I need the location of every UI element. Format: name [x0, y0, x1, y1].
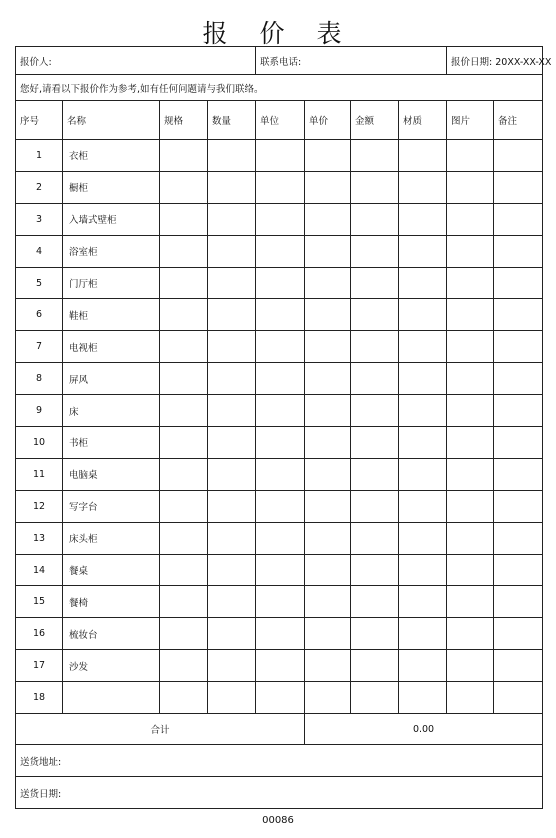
table-cell[interactable]	[351, 140, 399, 172]
table-cell[interactable]	[208, 554, 256, 586]
table-cell[interactable]	[305, 140, 351, 172]
item-name: 床头柜	[63, 522, 160, 554]
table-cell[interactable]	[494, 140, 543, 172]
table-cell[interactable]	[447, 458, 494, 490]
total-row	[16, 714, 543, 745]
table-cell[interactable]	[160, 395, 208, 427]
table-cell[interactable]	[305, 395, 351, 427]
delivery-date-row	[16, 777, 543, 809]
table-cell[interactable]	[305, 522, 351, 554]
table-cell[interactable]	[494, 650, 543, 682]
table-cell[interactable]	[305, 331, 351, 363]
table-cell[interactable]	[351, 331, 399, 363]
table-cell[interactable]	[160, 618, 208, 650]
row-number: 18	[16, 682, 63, 714]
table-cell[interactable]	[160, 171, 208, 203]
column-header: 金额	[351, 101, 399, 140]
table-row	[16, 650, 543, 682]
quote-table	[15, 46, 552, 809]
table-cell[interactable]	[399, 267, 447, 299]
table-cell[interactable]	[399, 299, 447, 331]
table-cell[interactable]	[256, 490, 305, 522]
table-cell[interactable]	[208, 331, 256, 363]
table-cell[interactable]	[494, 522, 543, 554]
item-name: 餐桌	[63, 554, 160, 586]
table-cell[interactable]	[160, 140, 208, 172]
table-cell[interactable]	[399, 427, 447, 459]
table-cell[interactable]	[351, 235, 399, 267]
phone-field[interactable]: 联系电话:	[256, 47, 447, 75]
table-row	[16, 331, 543, 363]
total-label: 合计	[16, 714, 305, 745]
table-cell[interactable]	[399, 235, 447, 267]
table-cell[interactable]	[208, 299, 256, 331]
table-cell[interactable]	[351, 522, 399, 554]
row-number: 9	[16, 395, 63, 427]
table-cell[interactable]	[494, 682, 543, 714]
column-header: 图片	[447, 101, 494, 140]
table-cell[interactable]	[351, 267, 399, 299]
table-cell[interactable]	[494, 427, 543, 459]
table-cell[interactable]	[208, 267, 256, 299]
row-number: 2	[16, 171, 63, 203]
table-cell[interactable]	[256, 363, 305, 395]
table-cell[interactable]	[399, 140, 447, 172]
table-cell[interactable]	[399, 171, 447, 203]
item-name: 床	[63, 395, 160, 427]
table-cell[interactable]	[351, 586, 399, 618]
table-cell[interactable]	[160, 682, 208, 714]
greeting-row	[16, 75, 543, 101]
row-number: 10	[16, 427, 63, 459]
table-cell[interactable]	[305, 554, 351, 586]
table-cell[interactable]	[208, 490, 256, 522]
table-cell[interactable]	[256, 267, 305, 299]
date-value: 20XX-XX-XX	[495, 56, 552, 68]
table-cell[interactable]	[256, 650, 305, 682]
table-cell[interactable]	[305, 363, 351, 395]
table-cell[interactable]	[160, 427, 208, 459]
table-row	[16, 490, 543, 522]
table-cell[interactable]	[447, 267, 494, 299]
table-cell[interactable]	[305, 427, 351, 459]
table-cell[interactable]	[447, 140, 494, 172]
table-cell[interactable]	[447, 522, 494, 554]
table-cell[interactable]	[494, 586, 543, 618]
total-value: 0.00	[305, 714, 543, 745]
table-cell[interactable]	[351, 395, 399, 427]
table-cell[interactable]	[494, 458, 543, 490]
table-cell[interactable]	[208, 395, 256, 427]
table-cell[interactable]	[256, 331, 305, 363]
item-name: 写字台	[63, 490, 160, 522]
table-cell[interactable]	[208, 682, 256, 714]
table-cell[interactable]	[160, 331, 208, 363]
row-number: 11	[16, 458, 63, 490]
table-cell[interactable]	[256, 235, 305, 267]
table-row	[16, 299, 543, 331]
row-number: 14	[16, 554, 63, 586]
table-row	[16, 427, 543, 459]
row-number: 8	[16, 363, 63, 395]
table-cell[interactable]	[494, 299, 543, 331]
table-cell[interactable]	[160, 299, 208, 331]
table-cell[interactable]	[256, 395, 305, 427]
table-row	[16, 395, 543, 427]
table-cell[interactable]	[494, 171, 543, 203]
table-row	[16, 682, 543, 714]
table-cell[interactable]	[160, 363, 208, 395]
table-cell[interactable]	[494, 363, 543, 395]
table-cell[interactable]	[160, 458, 208, 490]
header-row	[16, 101, 543, 140]
column-header: 备注	[494, 101, 543, 140]
table-cell[interactable]	[399, 586, 447, 618]
item-name: 电脑桌	[63, 458, 160, 490]
table-cell[interactable]	[351, 554, 399, 586]
table-cell[interactable]	[399, 682, 447, 714]
table-cell[interactable]	[208, 618, 256, 650]
table-cell[interactable]	[399, 363, 447, 395]
table-cell[interactable]	[305, 490, 351, 522]
table-cell[interactable]	[256, 427, 305, 459]
table-cell[interactable]	[256, 203, 305, 235]
row-number: 15	[16, 586, 63, 618]
table-cell[interactable]	[256, 522, 305, 554]
item-name: 屏风	[63, 363, 160, 395]
table-cell[interactable]	[447, 618, 494, 650]
item-name: 鞋柜	[63, 299, 160, 331]
table-cell[interactable]	[208, 458, 256, 490]
table-cell[interactable]	[305, 299, 351, 331]
table-cell[interactable]	[399, 522, 447, 554]
table-row	[16, 363, 543, 395]
table-cell[interactable]	[447, 650, 494, 682]
column-header: 单位	[256, 101, 305, 140]
table-cell[interactable]	[305, 171, 351, 203]
row-number: 4	[16, 235, 63, 267]
delivery-date-field[interactable]: 送货日期:	[16, 777, 543, 809]
item-name: 电视柜	[63, 331, 160, 363]
table-cell[interactable]	[351, 682, 399, 714]
row-number: 6	[16, 299, 63, 331]
item-name: 橱柜	[63, 171, 160, 203]
column-header: 名称	[63, 101, 160, 140]
table-cell[interactable]	[208, 586, 256, 618]
table-cell[interactable]	[160, 554, 208, 586]
row-number: 7	[16, 331, 63, 363]
table-cell[interactable]	[256, 586, 305, 618]
item-name: 浴室柜	[63, 235, 160, 267]
table-cell[interactable]	[208, 171, 256, 203]
item-name	[63, 682, 160, 714]
table-cell[interactable]	[160, 650, 208, 682]
table-cell[interactable]	[256, 682, 305, 714]
table-cell[interactable]	[447, 331, 494, 363]
table-cell[interactable]	[399, 458, 447, 490]
table-cell[interactable]	[351, 650, 399, 682]
table-cell[interactable]	[494, 554, 543, 586]
row-number: 17	[16, 650, 63, 682]
table-cell[interactable]	[305, 235, 351, 267]
table-cell[interactable]	[399, 331, 447, 363]
delivery-address-row	[16, 745, 543, 777]
table-cell[interactable]	[305, 618, 351, 650]
table-cell[interactable]	[494, 490, 543, 522]
table-cell[interactable]	[399, 395, 447, 427]
table-row	[16, 235, 543, 267]
quoter-field[interactable]: 报价人:	[16, 47, 256, 75]
table-cell[interactable]	[494, 235, 543, 267]
footer-code: 00086	[262, 815, 294, 826]
table-cell[interactable]	[494, 395, 543, 427]
table-cell[interactable]	[305, 650, 351, 682]
table-cell[interactable]	[447, 490, 494, 522]
table-cell[interactable]	[160, 235, 208, 267]
table-cell[interactable]	[494, 618, 543, 650]
table-cell[interactable]	[447, 171, 494, 203]
date-field[interactable]	[447, 47, 552, 75]
table-cell[interactable]	[208, 427, 256, 459]
table-cell[interactable]	[305, 203, 351, 235]
page-title: 报 价 表	[202, 19, 354, 48]
table-cell[interactable]	[494, 203, 543, 235]
table-cell[interactable]	[256, 458, 305, 490]
table-cell[interactable]	[256, 618, 305, 650]
table-cell[interactable]	[305, 586, 351, 618]
item-name: 沙发	[63, 650, 160, 682]
table-cell[interactable]	[351, 299, 399, 331]
table-cell[interactable]	[447, 203, 494, 235]
table-cell[interactable]	[399, 554, 447, 586]
table-cell[interactable]	[208, 522, 256, 554]
row-number: 13	[16, 522, 63, 554]
table-row	[16, 586, 543, 618]
table-cell[interactable]	[256, 171, 305, 203]
table-cell[interactable]	[208, 203, 256, 235]
column-header: 序号	[16, 101, 63, 140]
table-row	[16, 522, 543, 554]
table-cell[interactable]	[305, 682, 351, 714]
table-cell[interactable]	[447, 554, 494, 586]
table-cell[interactable]	[208, 650, 256, 682]
table-row	[16, 267, 543, 299]
table-cell[interactable]	[351, 458, 399, 490]
table-row	[16, 554, 543, 586]
table-cell[interactable]	[305, 267, 351, 299]
table-cell[interactable]	[256, 554, 305, 586]
table-cell[interactable]	[351, 363, 399, 395]
table-cell[interactable]	[160, 522, 208, 554]
table-cell[interactable]	[160, 490, 208, 522]
table-cell[interactable]	[447, 395, 494, 427]
table-cell[interactable]	[447, 235, 494, 267]
table-cell[interactable]	[494, 267, 543, 299]
item-name: 梳妆台	[63, 618, 160, 650]
column-header: 规格	[160, 101, 208, 140]
table-row	[16, 140, 543, 172]
table-cell[interactable]	[447, 363, 494, 395]
item-name: 衣柜	[63, 140, 160, 172]
delivery-address-field[interactable]: 送货地址:	[16, 745, 543, 777]
table-cell[interactable]	[351, 203, 399, 235]
row-number: 16	[16, 618, 63, 650]
column-header: 单价	[305, 101, 351, 140]
table-cell[interactable]	[399, 618, 447, 650]
row-number: 1	[16, 140, 63, 172]
row-number: 12	[16, 490, 63, 522]
table-cell[interactable]	[351, 427, 399, 459]
table-cell[interactable]	[208, 363, 256, 395]
table-cell[interactable]	[351, 490, 399, 522]
table-cell[interactable]	[447, 427, 494, 459]
item-name: 书柜	[63, 427, 160, 459]
item-name: 入墙式壁柜	[63, 203, 160, 235]
item-name: 门厅柜	[63, 267, 160, 299]
table-cell[interactable]	[305, 458, 351, 490]
column-header: 材质	[399, 101, 447, 140]
info-row	[16, 47, 543, 75]
table-cell[interactable]	[208, 235, 256, 267]
table-cell[interactable]	[256, 299, 305, 331]
table-row	[16, 458, 543, 490]
table-cell[interactable]	[447, 299, 494, 331]
row-number: 3	[16, 203, 63, 235]
table-cell[interactable]	[351, 171, 399, 203]
row-number: 5	[16, 267, 63, 299]
column-header: 数量	[208, 101, 256, 140]
table-cell[interactable]	[399, 203, 447, 235]
table-row	[16, 203, 543, 235]
table-row	[16, 618, 543, 650]
table-cell[interactable]	[208, 140, 256, 172]
table-cell[interactable]	[256, 140, 305, 172]
table-cell[interactable]	[399, 490, 447, 522]
table-cell[interactable]	[494, 331, 543, 363]
table-row	[16, 171, 543, 203]
table-cell[interactable]	[399, 650, 447, 682]
table-cell[interactable]	[351, 618, 399, 650]
date-label: 报价日期:	[451, 56, 493, 68]
table-cell[interactable]	[447, 682, 494, 714]
table-cell[interactable]	[160, 267, 208, 299]
table-cell[interactable]	[160, 586, 208, 618]
table-cell[interactable]	[447, 586, 494, 618]
table-cell[interactable]	[160, 203, 208, 235]
greeting-text: 您好,请看以下报价作为参考,如有任何问题请与我们联络。	[16, 75, 543, 101]
item-name: 餐椅	[63, 586, 160, 618]
